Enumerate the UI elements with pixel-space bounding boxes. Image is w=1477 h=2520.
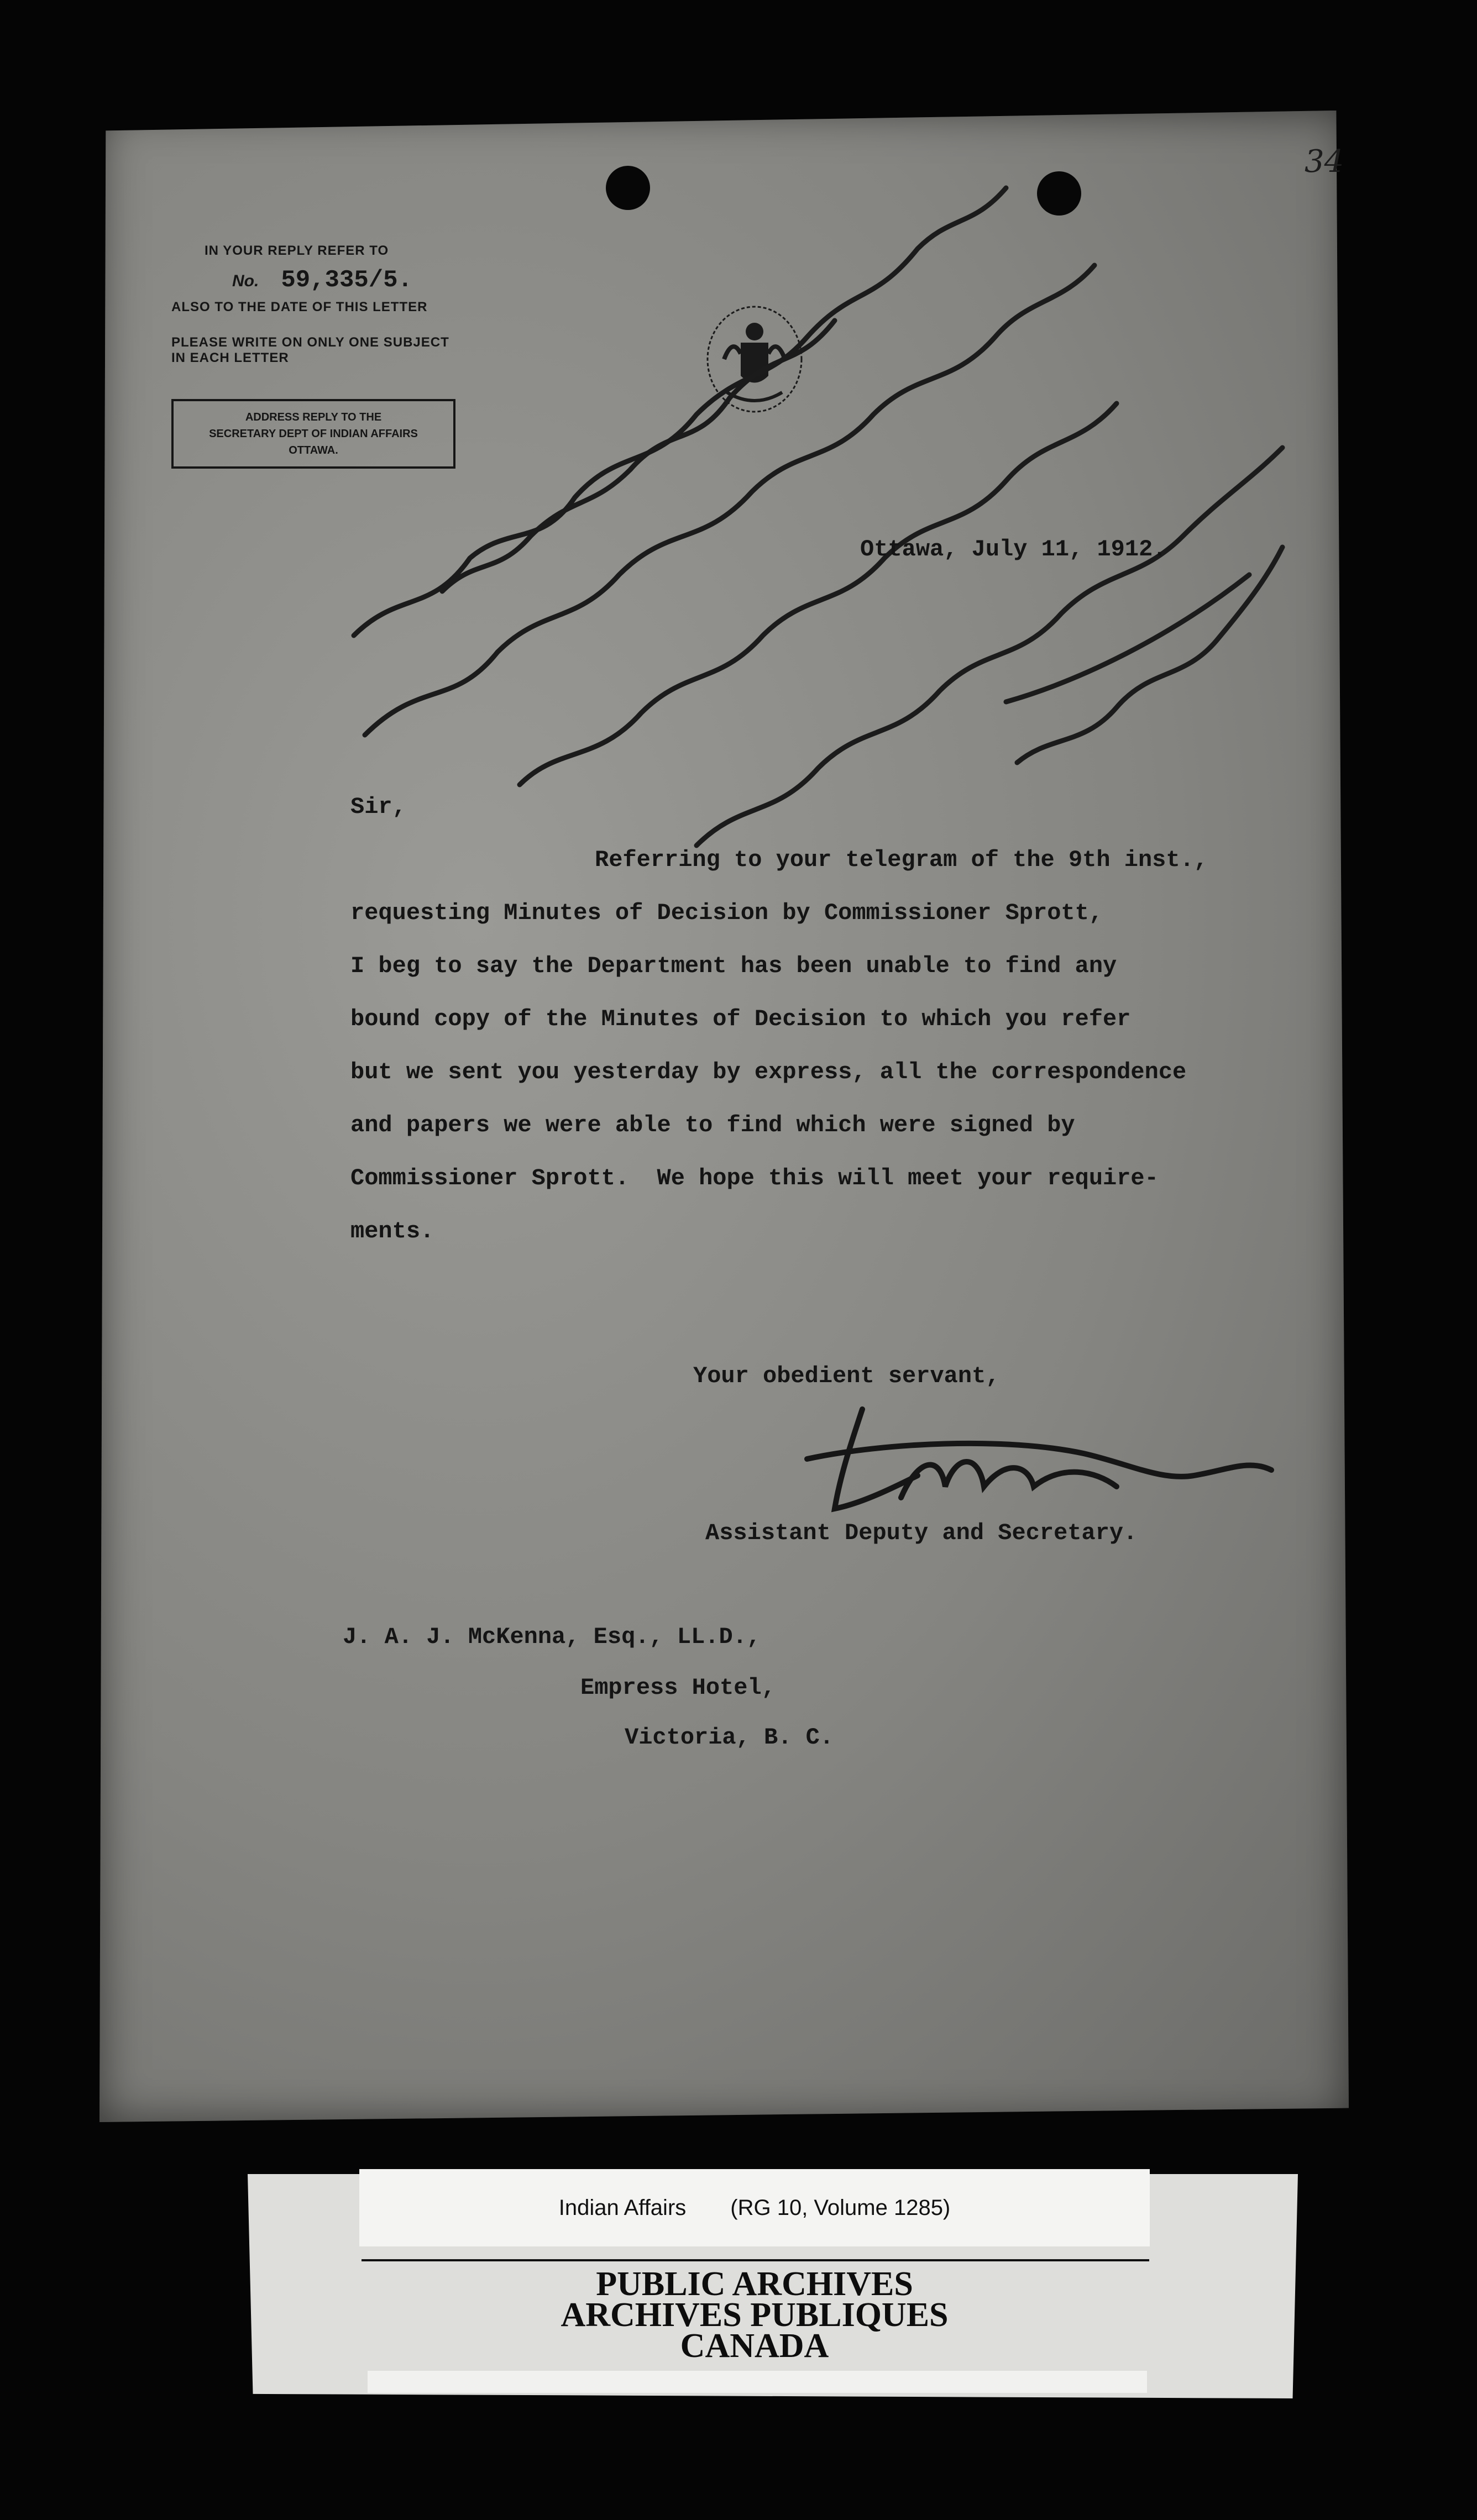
- archive-label-bottom: [368, 2371, 1147, 2393]
- address-line: OTTAWA.: [289, 444, 338, 456]
- volume-reference: (RG 10, Volume 1285): [730, 2195, 951, 2220]
- archive-title-fr: ARCHIVES PUBLIQUES: [561, 2296, 949, 2334]
- number-label: No.: [232, 272, 259, 290]
- signature: [774, 1393, 1299, 1536]
- body-line: bound copy of the Minutes of Decision to which you refer: [350, 1006, 1131, 1032]
- date-line: ALSO TO THE DATE OF THIS LETTER: [171, 300, 428, 314]
- recipient-city: Victoria, B. C.: [625, 1724, 834, 1751]
- signer-title: Assistant Deputy and Secretary.: [705, 1520, 1138, 1546]
- address-line: ADDRESS REPLY TO THE: [245, 411, 382, 423]
- salutation: Sir,: [350, 794, 406, 820]
- divider: [362, 2259, 1149, 2261]
- address-line: SECRETARY DEPT OF INDIAN AFFAIRS: [209, 428, 418, 440]
- page-number: 34: [1305, 144, 1344, 180]
- archive-label: [359, 2169, 1150, 2246]
- body-line: Commissioner Sprott. We hope this will meet your require-: [350, 1165, 1159, 1191]
- body-line: I beg to say the Department has been unable to find any: [350, 953, 1117, 979]
- body-line: ments.: [350, 1218, 434, 1245]
- place-date: Ottawa, July 11, 1912.: [860, 536, 1167, 563]
- closing: Your obedient servant,: [693, 1363, 1000, 1389]
- archive-country: CANADA: [680, 2327, 829, 2365]
- body-line: requesting Minutes of Decision by Commissioner Sprott,: [350, 900, 1103, 926]
- subject-line-1: PLEASE WRITE ON ONLY ONE SUBJECT: [171, 335, 449, 350]
- file-number: 59,335/5.: [281, 266, 412, 294]
- handwritten-annotation: [310, 138, 1316, 884]
- archive-title-en: PUBLIC ARCHIVES: [596, 2265, 913, 2303]
- collection-name: Indian Affairs: [558, 2195, 687, 2220]
- subject-line-2: IN EACH LETTER: [171, 350, 289, 365]
- recipient-name: J. A. J. McKenna, Esq., LL.D.,: [343, 1624, 761, 1650]
- body-line: and papers we were able to find which were signed by: [350, 1112, 1075, 1138]
- recipient-hotel: Empress Hotel,: [580, 1674, 776, 1701]
- body-line: but we sent you yesterday by express, all the correspondence: [350, 1059, 1187, 1085]
- body-line: Referring to your telegram of the 9th inst.,: [595, 847, 1208, 873]
- refer-line: IN YOUR REPLY REFER TO: [205, 243, 389, 258]
